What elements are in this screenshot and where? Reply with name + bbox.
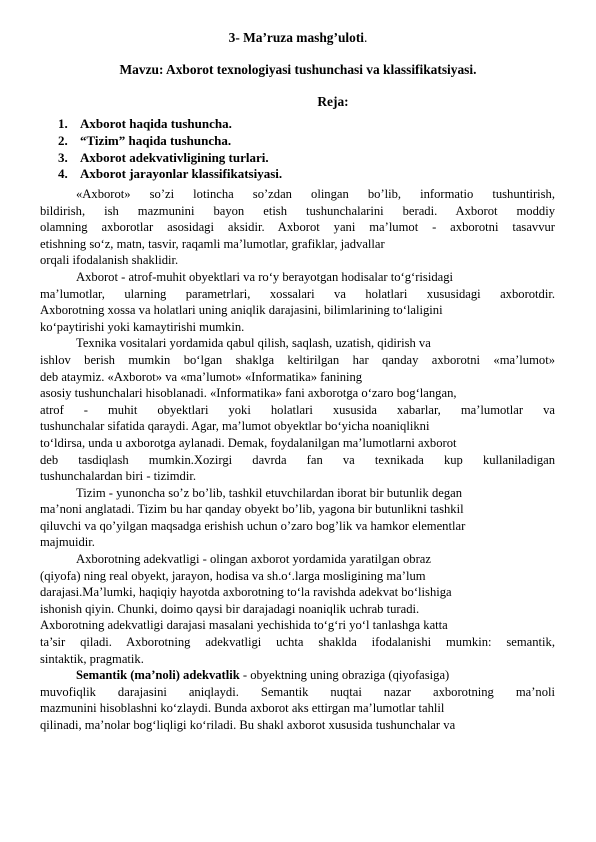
body-line: deb tasdiqlash mumkin.Xozirgi davrda fan va texnikada kup kullaniladigan xyxy=(40,452,555,467)
body-line: Axborotning xossa va holatlari uning aniqlik darajasini, bilimlarining to‘laligini xyxy=(40,303,443,318)
plan-item-number: 1. xyxy=(58,116,68,131)
body-line: majmuidir. xyxy=(40,535,95,550)
body-line: ishlov berish mumkin bo‘lgan shaklga keltirilgan har qanday axborotni «ma’lumot» xyxy=(40,352,555,367)
plan-item-number: 2. xyxy=(58,132,68,148)
body-line: olamning axborotlar asosidagi aksidir. Axborot yani ma’lumot - axborotni tasavvur xyxy=(40,220,555,235)
body-line: mazmunini hisoblashni ko‘zlaydi. Bunda axborot aks ettirgan ma’lumotlar tahlil xyxy=(40,701,445,716)
plan-item-text: “Tizim” haqida tushuncha. xyxy=(80,132,232,148)
body-line: Axborot - atrof-muhit obyektlari va ro‘y berayotgan hodisalar to‘g‘risidagi xyxy=(76,269,454,284)
body-line: ko‘paytirishi yoki kamaytirishi mumkin. xyxy=(40,319,245,334)
body-line: sintaktik, pragmatik. xyxy=(40,651,144,666)
body-line: Tizim - yunoncha so’z bo’lib, tashkil etuvchilardan iborat bir butunlik degan xyxy=(76,485,463,500)
body-line: qiluvchi va qo’yilgan maqsadga erishish uchun o’zaro bog’lik va hamkor elementlar xyxy=(40,518,466,533)
body-line: (qiyofa) ning real obyekt, jarayon, hodisa va sh.o‘.larga mosligining ma’lum xyxy=(40,568,426,583)
body-line: bildirish, ish mazmunini bayon etish tushunchalarini beradi. Axborot moddiy xyxy=(40,203,555,218)
body-line: Axborotning adekvatligi - olingan axborot yordamida yaratilgan obraz xyxy=(76,552,431,567)
plan-item-text: Axborot adekvativligining turlari. xyxy=(80,149,269,165)
lecture-title-text: 3- Ma’ruza mashg’uloti xyxy=(228,30,365,45)
body-line: ta’sir qiladi. Axborotning adekvatligi uchta shaklda ifodalanishi mumkin: semantik, xyxy=(40,635,555,650)
bold-term: Semantik (ma’noli) adekvatlik xyxy=(76,668,240,683)
plan-item xyxy=(58,133,538,150)
body-line: qilinadi, ma’nolar bog‘liqligi ko‘riladi. Bu shakl axborot xususida tushunchalar va xyxy=(40,718,456,732)
body-line: Texnika vositalari yordamida qabul qilish, saqlash, uzatish, qidirish va xyxy=(76,336,431,351)
body-line: to‘ldirsa, unda u axborotga aylanadi. Demak, foydalanilgan ma’lumotlarni axborot xyxy=(40,435,457,450)
plan-item-number: 3. xyxy=(58,149,68,165)
lecture-title xyxy=(0,30,596,47)
body-line: orqali ifodalanish shaklidir. xyxy=(40,253,179,268)
body-text xyxy=(40,186,555,734)
body-line: tushunchalardan biri - tizimdir. xyxy=(40,469,196,484)
plan-item-text: Axborot jarayonlar klassifikatsiyasi. xyxy=(80,166,283,182)
lecture-title-dot: . xyxy=(364,30,368,45)
plan-item-text: Axborot haqida tushuncha. xyxy=(80,116,232,131)
plan-item-number: 4. xyxy=(58,166,68,182)
body-line: ma’lumotlar, ularning parametrlari, xossalari va holatlari xususidagi axborotdir. xyxy=(40,286,555,301)
plan-item xyxy=(58,150,538,167)
body-line: etishning so‘z, matn, tasvir, raqamli ma’lumotlar, grafiklar, jadvallar xyxy=(40,236,385,251)
body-line xyxy=(40,667,555,684)
body-line: ishonish qiyin. Chunki, doimo qaysi bir darajadagi noaniqlik uchrab turadi. xyxy=(40,601,420,616)
body-line: darajasi.Ma’lumki, haqiqiy hayotda axborotning to‘la ravishda adekvat bo‘lishiga xyxy=(40,585,452,600)
body-line: asosiy tushunchalari hisoblanadi. «Informatika» fani axborotga o‘zaro bog‘langan, xyxy=(40,386,457,401)
body-line: tushunchalar sifatida qaraydi. Agar, ma’lumot obyektlar bo‘yicha noaniqlikni xyxy=(40,419,430,434)
plan-item xyxy=(58,116,538,133)
body-line-text: - obyektning uning obraziga (qiyofasiga) xyxy=(242,668,450,683)
plan-item xyxy=(58,166,538,183)
body-line: «Axborot» so’zi lotincha so’zdan olingan bo’lib, informatio tushuntirish, xyxy=(76,187,555,201)
plan-list xyxy=(58,116,538,183)
topic-heading: Mavzu: Axborot texnologiyasi tushunchasi va klassifikatsiyasi. xyxy=(119,62,477,77)
body-line: muvofiqlik darajasini aniqlaydi. Semantik nuqtai nazar axborotning ma’noli xyxy=(40,684,555,699)
body-line: Axborotning adekvatligi darajasi masalani yechishida to‘g‘ri yo‘l tanlashga katta xyxy=(40,618,448,633)
body-line: deb ataymiz. «Axborot» va «ma’lumot» «Informatika» fanining xyxy=(40,369,363,384)
body-line: ma’noni anglatadi. Tizim bu har qanday obyekt bo’lib, yagona bir butunlikni tashkil xyxy=(40,502,464,517)
plan-heading: Reja: xyxy=(317,94,349,109)
body-line: atrof - muhit obyektlari yoki holatlari xususida xabarlar, ma’lumotlar va xyxy=(40,402,555,417)
